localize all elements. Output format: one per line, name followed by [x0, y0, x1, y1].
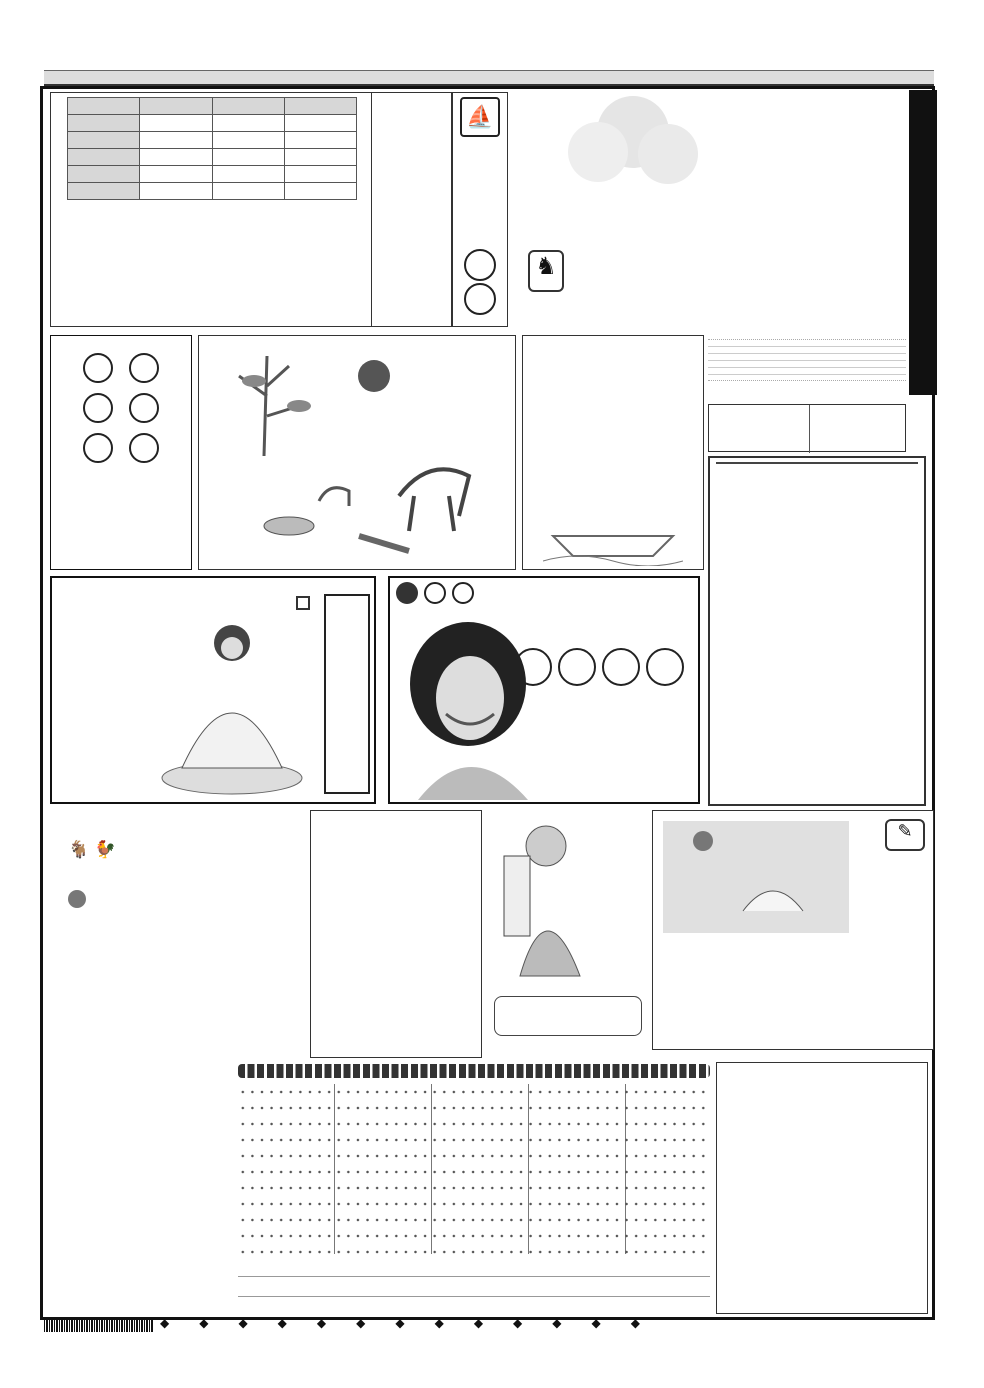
trend-commentary: [63, 211, 363, 323]
boat-icon: ⛵: [460, 97, 500, 137]
pick-number: [602, 648, 640, 686]
dot-grid: [238, 1064, 710, 1314]
pick-number: [646, 648, 684, 686]
wave-number: [129, 353, 159, 383]
wave-number: [129, 393, 159, 423]
hot-value: [140, 149, 212, 166]
wave-number: [83, 433, 113, 463]
table-row: [68, 132, 357, 149]
col-header: [284, 98, 356, 115]
pick-number: [514, 648, 552, 686]
last-issue-panel: [652, 810, 934, 1050]
lady-photo: [398, 614, 548, 800]
col-header: [68, 98, 140, 115]
footer-diamonds: ◆◆◆◆◆◆◆◆◆◆◆◆◆: [160, 1316, 670, 1330]
cold-value: [212, 183, 284, 200]
sailboat-panel: [522, 335, 704, 570]
math-mid-c: [396, 582, 418, 604]
col-header: [212, 98, 284, 115]
wave-number: [83, 393, 113, 423]
masthead-panel: [508, 92, 908, 327]
lucky-panel: [68, 826, 304, 1036]
wave-number: [129, 433, 159, 463]
last-issue-icon: ✎: [885, 819, 925, 851]
notice-panel: [372, 92, 452, 327]
table-row: [68, 166, 357, 183]
grid-instructions: [719, 1065, 759, 1141]
offer-value: [284, 166, 356, 183]
hot-value: [140, 115, 212, 132]
date-bar: [44, 70, 934, 86]
wealth-god-image: [490, 816, 600, 986]
hot-value: [140, 183, 212, 200]
side-banner: [909, 90, 937, 395]
cold-number: [464, 249, 496, 281]
goddess-icon: [296, 596, 310, 610]
goddess-title: [324, 594, 370, 794]
cold-number-panel: [452, 92, 508, 327]
sailboat-icon: [543, 516, 683, 566]
goddess-panel: [50, 576, 376, 804]
cold-number: [464, 283, 496, 315]
hot-value: [140, 132, 212, 149]
barcode: [44, 1320, 154, 1332]
color-wave-panel: [50, 335, 192, 570]
math-mid-b: [452, 582, 474, 604]
results-panel: [44, 1064, 236, 1276]
col-header: [140, 98, 212, 115]
cold-value: [212, 166, 284, 183]
cold-value: [212, 149, 284, 166]
zodiac-illustration: [198, 335, 516, 570]
hot-cold-table: [67, 97, 357, 200]
last-issue-scene: [663, 821, 849, 933]
cloud-decor: [558, 92, 708, 202]
hot-value: [140, 166, 212, 183]
goat-scene-image: [199, 336, 515, 569]
table-row: [68, 183, 357, 200]
number-grid-panel: [716, 1062, 928, 1314]
goddess-image: [142, 598, 322, 798]
grid-top-cols: [759, 1065, 927, 1141]
math-title: [396, 582, 474, 609]
wealth-panel: [490, 816, 646, 1042]
table-row: [68, 149, 357, 166]
offer-value: [284, 115, 356, 132]
dot-field: [238, 1084, 710, 1254]
cold-value: [212, 115, 284, 132]
offer-value: [284, 183, 356, 200]
digit-row-2: [238, 1276, 710, 1296]
math-mid-a: [424, 582, 446, 604]
math-panel: [388, 576, 700, 804]
hot-cold-panel: [50, 92, 372, 327]
wealth-note: [494, 996, 642, 1036]
trend-panel: [708, 456, 926, 806]
color-wave-title: [51, 336, 191, 342]
offer-value: [284, 132, 356, 149]
cold-value: [212, 132, 284, 149]
last-issue-image: [663, 821, 849, 933]
ball-row: [238, 1064, 710, 1078]
digit-row-1: [238, 1256, 710, 1276]
time-box: [708, 404, 906, 452]
trend-title: [716, 462, 918, 464]
digit-row-3: [238, 1296, 710, 1314]
time-box-notes: [708, 335, 906, 401]
seal-icon: ♞: [528, 250, 564, 292]
table-row: [68, 115, 357, 132]
lucky-color-ball: [68, 890, 86, 908]
yellow-verse-panel: [310, 810, 482, 1058]
pick-number: [558, 648, 596, 686]
offer-value: [284, 149, 356, 166]
lucky-zodiac-icon: 🐐 🐓: [68, 840, 116, 860]
wave-number: [83, 353, 113, 383]
